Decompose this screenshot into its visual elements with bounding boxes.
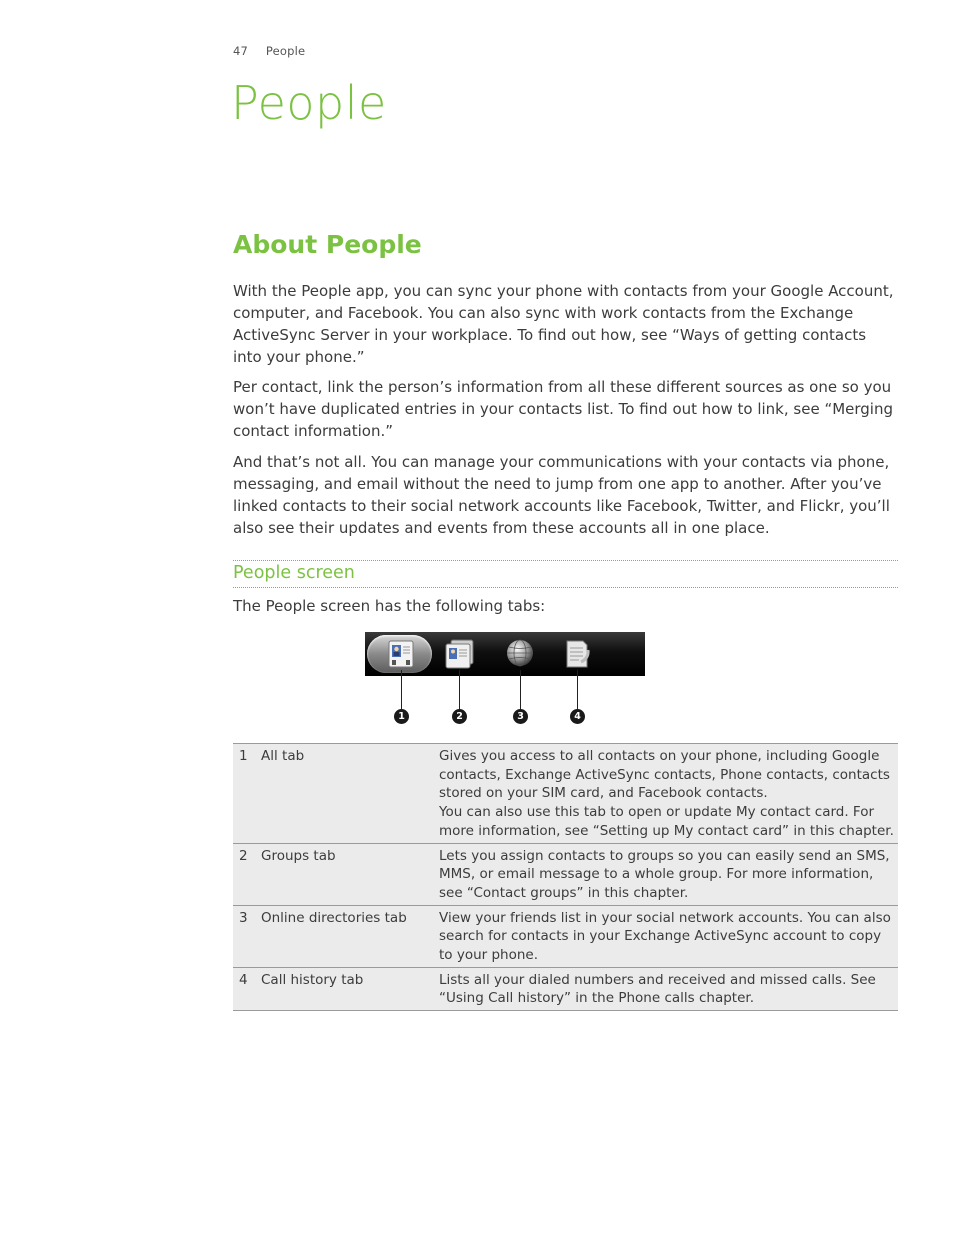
description-line: You can also use this tab to open or update My contact card. For more information, see “Setting up My contact card” in this chapter. [439,804,894,839]
tabs-intro: The People screen has the following tabs: [233,597,546,615]
callout-leader-3 [520,670,521,710]
callout-3: 3 [513,709,528,724]
table-row [233,967,898,1010]
tab-name: Call history tab [261,967,439,1010]
intro-paragraph-2: Per contact, link the person’s information from all these different sources as one so you won’t have duplicated entries in your contacts list. To find out how to link, see “Merging contact information.” [233,378,893,440]
table-row [233,905,898,967]
tab-name: Groups tab [261,843,439,905]
callout-leader-1 [401,670,402,710]
intro-paragraph-1: With the People app, you can sync your phone with contacts from your Google Account, computer, and Facebook. You can also sync with work contacts from the Exchange ActiveSync Server in your workplace. To find out how, see “Ways of getting contacts into your phone.” [233,282,894,366]
tab-name: Online directories tab [261,905,439,967]
page-header [233,44,305,58]
subsection-divider-top [233,560,898,561]
description-line: View your friends list in your social network accounts. You can also search for contacts in your Exchange ActiveSync account to copy to your phone. [439,909,891,964]
description-line: Lists all your dialed numbers and received and missed calls. See “Using Call history” in the Phone calls chapter. [439,971,876,1007]
row-number: 3 [233,905,261,967]
tab-description [439,967,898,1010]
online-directories-globe-icon [504,638,536,670]
call-history-icon [561,638,593,670]
tab-description [439,744,898,844]
callout-leader-2 [459,670,460,710]
page-number: 47 [233,44,249,58]
groups-icon [443,638,475,670]
callout-4: 4 [570,709,585,724]
intro-paragraph-3: And that’s not all. You can manage your communications with your contacts via phone, messaging, and email without the need to jump from one app to another. After you’ve linked contacts to their social network accounts like Facebook, Twitter, and Flickr, you’ll also see their updates and events from these accounts all in one place. [233,453,890,537]
callout-leader-4 [577,670,578,710]
row-number: 4 [233,967,261,1010]
subsection-title: People screen [233,563,355,583]
row-number: 2 [233,843,261,905]
tab-description [439,843,898,905]
callout-2: 2 [452,709,467,724]
subsection-divider-bottom [233,587,898,588]
section-title: About People [233,230,422,259]
description-line: Lets you assign contacts to groups so you can easily send an SMS, MMS, or email message to a whole group. For more information, see “Contact groups” in this chapter. [439,847,890,901]
callout-1: 1 [394,709,409,724]
tabs-table [233,743,898,1011]
table-row [233,744,898,844]
row-number: 1 [233,744,261,844]
all-contacts-icon [385,638,417,670]
description-line: Gives you access to all contacts on your phone, including Google contacts, Exchange ActiveSync contacts, Phone contacts, contacts stored on your SIM card, and Facebook contacts. [439,748,890,802]
table-row [233,843,898,905]
tab-description [439,905,898,967]
people-tab-bar-illustration [365,632,645,676]
running-title: People [265,44,306,58]
tab-name: All tab [261,744,439,844]
chapter-title: People [231,76,387,130]
